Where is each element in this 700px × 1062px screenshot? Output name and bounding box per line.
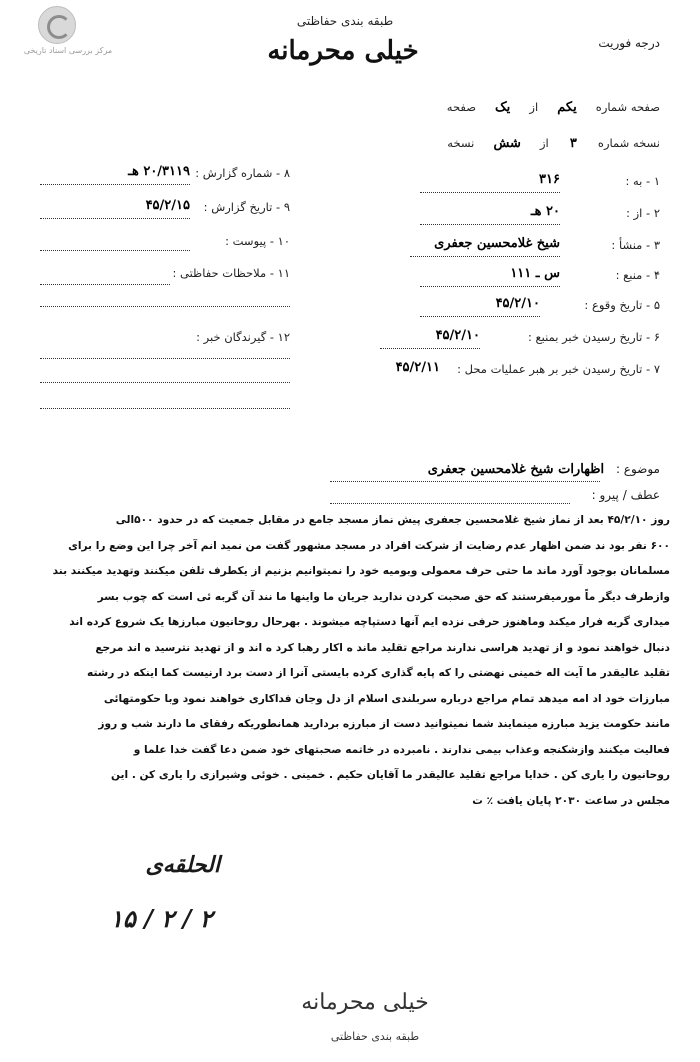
handwritten-date: ۱۵ / ۲ / ۲ bbox=[110, 904, 213, 933]
from-dotted-line bbox=[420, 224, 560, 225]
handwritten-signature: الحلقه‌ی bbox=[145, 852, 220, 878]
body-line: روز ۴۵/۲/۱۰ بعد از نماز شیخ غلامحسین جعفری پیش نماز مسجد جامع در مقابل جمعیت که در حدود ۵۰۰الی bbox=[115, 514, 670, 526]
copy-suffix: نسخه bbox=[447, 136, 475, 150]
attachment-dotted-line bbox=[40, 250, 190, 251]
event-date-value: ۴۵/۲/۱۰ bbox=[495, 296, 540, 311]
receipt-date-dotted-line bbox=[380, 348, 480, 349]
recipients-dotted-line-3 bbox=[40, 408, 290, 409]
to-value: ۳۱۶ bbox=[539, 172, 560, 187]
body-line: فعالیت میکنند وازشکنجه وعذاب بیمی ندارند . نامبرده در خاتمه صحبتهای خود ضمن دعا گفت خدا علما و bbox=[133, 743, 670, 756]
from-value: ۲۰ هـ bbox=[530, 204, 560, 219]
local-receipt-date-label: ۷ - تاریخ رسیدن خبر بر هبر عملیات محل : bbox=[457, 362, 660, 376]
report-date-dotted-line bbox=[40, 218, 190, 219]
priority-label: درجه فوریت bbox=[598, 36, 660, 50]
archive-logo-text: مرکز بررسی اسناد تاریخی bbox=[23, 46, 113, 55]
remarks-label: ۱۱ - ملاحظات حفاظتی : bbox=[172, 266, 290, 280]
report-number-label: ۸ - شماره گزارش : bbox=[195, 166, 290, 180]
report-body bbox=[28, 508, 670, 814]
remarks-dotted-line-1 bbox=[40, 284, 170, 285]
archive-logo-icon bbox=[38, 6, 76, 44]
body-line: دنبال خواهند نمود و از تهدید هراسی ندارند مراجع تقلید ماند ه اکار رهبا کرد ه اند و از تهدید نترسید ه اند مرجع bbox=[95, 641, 670, 654]
receipt-date-value: ۴۵/۲/۱۰ bbox=[435, 328, 480, 343]
page-number-label: صفحه شماره bbox=[595, 100, 660, 114]
body-line: وازطرف دیگر ماً مورمیفرستند که حق صحبت کردن ندارید جریان ما واینها ما نند آن گربه ئی است که چوب بسر bbox=[97, 590, 670, 603]
archive-logo bbox=[8, 6, 128, 66]
body-line: مسلمانان بوجود آورد ماند ما حتی حرف معمولی وبومیه خود را نمیتوانیم بزنیم از یکطرف تلفن میکنند وتهدید میکنند بند bbox=[52, 565, 670, 577]
subject-dotted-line bbox=[330, 481, 600, 482]
event-date-label: ۵ - تاریخ وقوع : bbox=[584, 298, 660, 312]
classification-value: خیلی محرمانه bbox=[267, 36, 419, 66]
page-from-value: یک bbox=[495, 100, 511, 115]
body-line: میداری گربه فرار میکند وماهنوز حرفی نزده ایم آنها دستپاچه میشوند . بهرحال روحانیون مبارزها یک شروع کرده اند bbox=[69, 616, 670, 628]
origin-value: شیخ غلامحسین جعفری bbox=[434, 236, 560, 251]
copy-from-value: شش bbox=[493, 136, 521, 151]
report-date-label: ۹ - تاریخ گزارش : bbox=[203, 200, 290, 214]
recipients-dotted-line-1 bbox=[40, 358, 290, 359]
receipt-date-label: ۶ - تاریخ رسیدن خبر بمنبع : bbox=[527, 330, 660, 344]
local-receipt-date-value: ۴۵/۲/۱۱ bbox=[395, 360, 440, 375]
page-number-value: یکم bbox=[557, 100, 577, 115]
page-number-field bbox=[400, 96, 660, 118]
footer-classification-value: خیلی محرمانه bbox=[301, 990, 429, 1015]
page-from-label: از bbox=[529, 100, 539, 114]
event-date-dotted-line bbox=[420, 316, 540, 317]
copy-number-label: نسخه شماره bbox=[597, 136, 660, 150]
remarks-dotted-line-2 bbox=[40, 306, 290, 307]
reference-label: عطف / پیرو : bbox=[591, 488, 660, 502]
from-label: ۲ - از : bbox=[626, 206, 660, 220]
body-line: مبارزات خود اد امه میدهد تمام مراجع درباره سربلندی اسلام از دل وجان فداکاری خواهند نمود وبا حکومتهائی bbox=[103, 692, 670, 705]
to-label: ۱ - به : bbox=[625, 174, 660, 188]
source-value: س ـ ۱۱۱ bbox=[510, 266, 560, 281]
recipients-label: ۱۲ - گیرندگان خبر : bbox=[196, 330, 290, 344]
body-line: مانند حکومت یزید مبارزه مینمایند شما نمیتوانید دست از مبارزه بردارید همانطوریکه رفقای ما دارند شب و روز bbox=[98, 718, 670, 730]
to-dotted-line bbox=[420, 192, 560, 193]
subject-field bbox=[330, 462, 660, 477]
page-suffix: صفحه bbox=[446, 100, 476, 114]
source-label: ۴ - منبع : bbox=[615, 268, 660, 282]
source-dotted-line bbox=[420, 286, 560, 287]
copy-number-field bbox=[400, 132, 660, 154]
body-line: مجلس در ساعت ۲۰۳۰ پایان یافت ٪ ت bbox=[472, 794, 670, 807]
report-number-value: ۲۰/۳۱۱۹ هـ bbox=[128, 164, 190, 179]
body-line: روحانیون را یاری کن . خدایا مراجع تقلید عالیقدر ما آقایان حکیم . خمینی . خوئی وشیرازی را یاری کن . این bbox=[110, 769, 670, 781]
report-number-dotted-line bbox=[40, 184, 190, 185]
body-line: تقلید عالیقدر ما آیت اله خمینی نهضتی را که پایه گذاری کرده بایستی آنرا از دست برد ارنیست کما اینکه در رشته bbox=[87, 667, 670, 679]
copy-number-value: ۳ bbox=[569, 136, 577, 151]
attachment-label: ۱۰ - پیوست : bbox=[225, 234, 290, 248]
report-date-value: ۴۵/۲/۱۵ bbox=[145, 198, 190, 213]
classification-label: طبقه بندی حفاظتی bbox=[296, 14, 394, 28]
recipients-dotted-line-2 bbox=[40, 382, 290, 383]
subject-value: اظهارات شیخ غلامحسین جعفری bbox=[427, 462, 605, 477]
origin-label: ۳ - منشأ : bbox=[611, 238, 660, 252]
reference-dotted-line bbox=[330, 503, 570, 504]
subject-label: موضوع : bbox=[615, 462, 660, 476]
origin-dotted-line bbox=[410, 256, 560, 257]
body-line: ۶۰۰ نفر بود ند ضمن اظهار عدم رضایت از شرکت افراد در مسجد مشهور گفت من نمید انم آخر چرا این وضع را برای bbox=[68, 539, 670, 552]
copy-from-label: از bbox=[540, 136, 549, 150]
footer-classification-label: طبقه بندی حفاظتی bbox=[330, 1030, 420, 1043]
